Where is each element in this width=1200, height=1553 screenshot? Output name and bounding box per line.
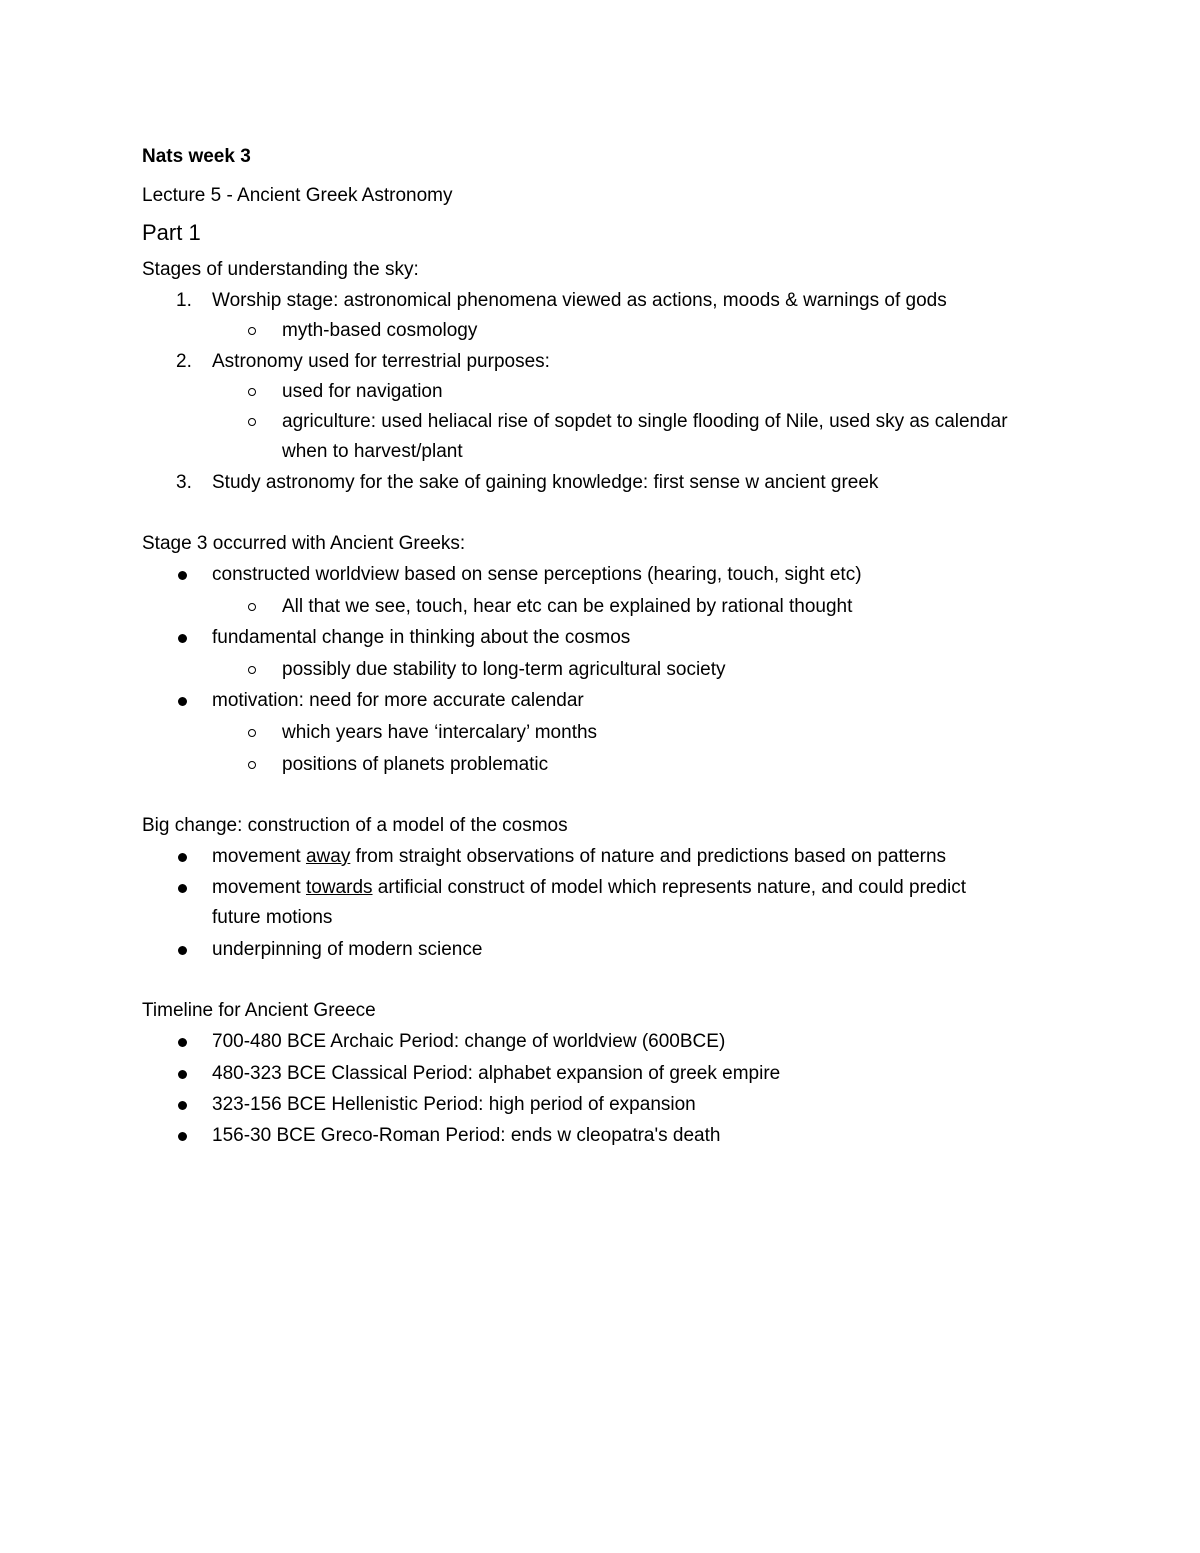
hollow-bullet-icon [248, 761, 256, 769]
underlined-word: towards [305, 877, 373, 898]
bullet-icon [178, 884, 187, 893]
bullet-icon [178, 697, 187, 706]
bullet-icon [178, 1132, 187, 1141]
bullet-icon [178, 946, 187, 955]
list-number: 3. [176, 472, 192, 493]
bullet-icon [178, 1101, 187, 1110]
bullet-icon [178, 853, 187, 862]
bullet-icon [178, 1038, 187, 1047]
bullet-icon [178, 571, 187, 580]
document-page: Nats week 3 Lecture 5 - Ancient Greek Astronomy Part 1 Stages of understanding the sky: 1. Worship stage: astronomical phenomena viewed as actions, moods & warnings of gods myth-based cosmology 2. Astronomy used for terrestrial purposes: used for navigation agriculture: used heliacal rise of sopdet to single flooding of Nile, used sky as calendar when to harvest/plant 3. Study astronomy for the sake of gaining knowledge: first sense w ancient greek Stage 3 occurred with Ancient Greeks: constructed worldview based on sense perceptions (hearing, touch, sight etc) All that we see, touch, hear etc can be explained by rational thought fundamental change in thinking about the cosmos possibly due stability to long-term agricultural society motivation: need for more accurate calendar which years have ‘intercalary’ months positions of planets problematic Big change: construction of a model of the cosmos movement away from straight observations of nature and predictions based on patterns movement towards artificial construct of model which represents nature, and could predict future motions underpinning of modern science Timeline for Ancient Greece 700-480 BCE Archaic Period: change of worldview (600BCE) 480-323 BCE Classical Period: alphabet expansion of greek empire 323-156 BCE Hellenistic Period: high period of expansion 156-30 BCE Greco-Roman Period: ends w cleopatra's death [142, 146, 1008, 1146]
bullet-icon [178, 1070, 187, 1079]
hollow-bullet-icon [248, 418, 256, 426]
underlined-word: away [305, 846, 351, 867]
hollow-bullet-icon [248, 603, 256, 611]
hollow-bullet-icon [248, 327, 256, 335]
bullet-icon [178, 634, 187, 643]
list-number: 2. [176, 351, 192, 372]
hollow-bullet-icon [248, 666, 256, 674]
hollow-bullet-icon [248, 388, 256, 396]
hollow-bullet-icon [248, 729, 256, 737]
list-number: 1. [176, 290, 192, 311]
